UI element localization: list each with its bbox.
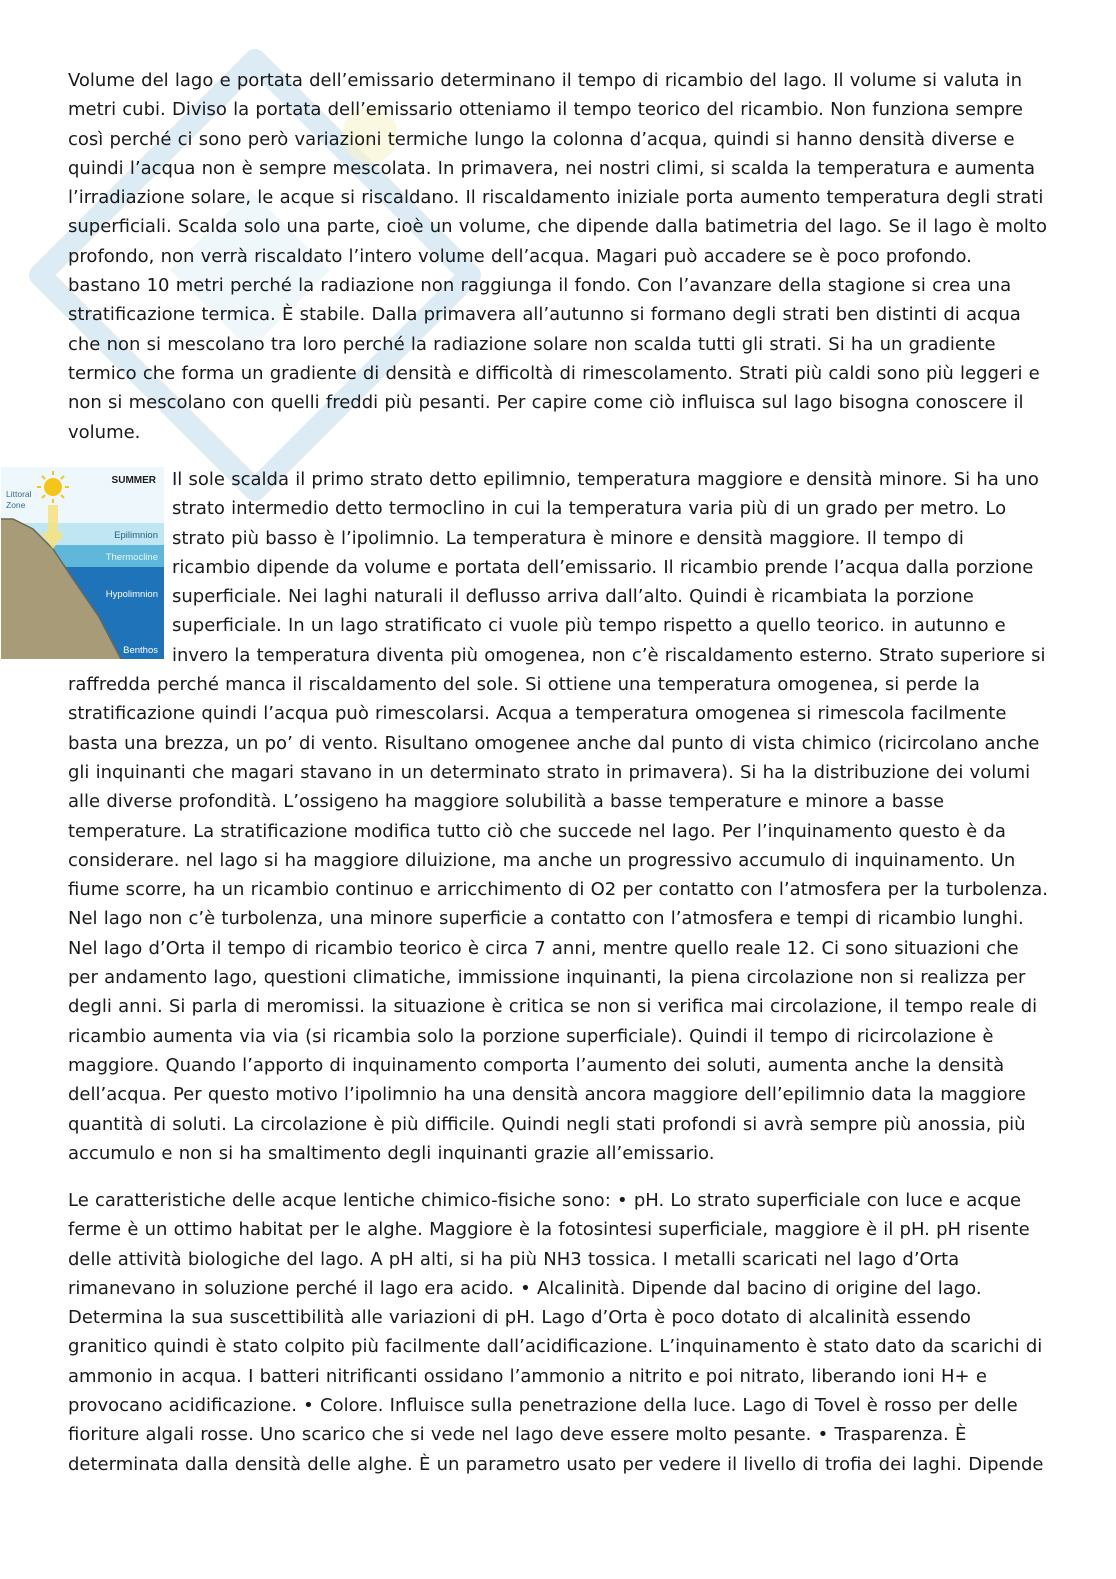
- lake-stratification-figure: [1, 467, 164, 659]
- paragraph-lake-volume: Volume del lago e portata dell’emissario determinano il tempo di ricambio del lago. Il volume si valuta in metri cubi. Diviso la portata dell’emissario otteniamo il tempo teorico del ricambio. Non funziona sempre così perché ci sono però variazioni termiche lungo la colonna d’acqua, quindi si hanno densità diverse e quindi l’acqua non è sempre mescolata. In primavera, nei nostri climi, si scalda la temperatura e aumenta l’irradiazione solare, le acque si riscaldano. Il riscaldamento iniziale porta aumento temperatura degli strati superficiali. Scalda solo una parte, cioè un volume, che dipende dalla batimetria del lago. Se il lago è molto profondo, non verrà riscaldato l’intero volume dell’acqua. Magari può accadere se è poco profondo. bastano 10 metri perché la radiazione non raggiunga il fondo. Con l’avanzare della stagione si crea una stratificazione termica. È stabile. Dalla primavera all’autunno si formano degli strati ben distinti di acqua che non si mescolano tra loro perché la radiazione solare non scalda tutti gli strati. Si ha un gradiente termico che forma un gradiente di densità e difficoltà di rimescolamento. Strati più caldi sono più leggeri e non si mescolano con quelli freddi più pesanti. Per capire come ciò influisca sul lago bisogna conoscere il volume.: [68, 70, 1047, 443]
- epilimnion-label: Epilimnion: [114, 530, 158, 541]
- season-label: SUMMER: [111, 475, 156, 486]
- paragraph-stratification-text: Il sole scalda il primo strato detto epilimnio, temperatura maggiore e densità minore. Si ha uno strato intermedio detto termoclino in cui la temperatura varia più di un grado per metro. Lo strato più basso è l’ipolimnio. La temperatura è minore e densità maggiore. Il tempo di ricambio dipende da volume e portata dell’emissario. Il ricambio prende l’acqua dalla porzione superficiale. Nei laghi naturali il deflusso arriva dall’alto. Quindi è ricambiata la porzione superficiale. In un lago stratificato ci vuole più tempo rispetto a quello teorico. in autunno e invero la temperatura diventa più omogenea, non c’è riscaldamento esterno. Strato superiore si raffredda perché manca il riscaldamento del sole. Si ottiene una temperatura omogenea, si perde la stratificazione quindi l’acqua può rimescolarsi. Acqua a temperatura omogenea si rimescola facilmente basta una brezza, un po’ di vento. Risultano omogenee anche dal punto di vista chimico (ricircolano anche gli inquinanti che magari stavano in un determinato strato in primavera). Si ha la distribuzione dei volumi alle diverse profondità. L’ossigeno ha maggiore solubilità a basse temperature e minore a basse temperature. La stratificazione modifica tutto ciò che succede nel lago. Per l’inquinamento questo è da considerare. nel lago si ha maggiore diluizione, ma anche un progressivo accumulo di inquinamento. Un fiume scorre, ha un ricambio continuo e arricchimento di O2 per contatto con l’atmosfera per la turbolenza. Nel lago non c’è turbolenza, una minore superficie a contatto con l’atmosfera e tempi di ricambio lunghi. Nel lago d’Orta il tempo di ricambio teorico è circa 7 anni, mentre quello reale 12. Ci sono situazioni che per andamento lago, questioni climatiche, immissione inquinanti, la piena circolazione non si realizza per degli anni. Si parla di meromissi. la situazione è critica se non si verifica mai circolazione, il tempo reale di ricambio aumenta via via (si ricambia solo la porzione superficiale). Quindi il tempo di ricircolazione è maggiore. Quando l’apporto di inquinamento comporta l’aumento dei soluti, aumenta anche la densità dell’acqua. Per questo motivo l’ipolimnio ha una densità ancora maggiore dell’epilimnio data la maggiore quantità di soluti. La circolazione è più difficile. Quindi negli stati profondi si avrà sempre più anossia, più accumulo e non si ha smaltimento degli inquinanti grazie all’emissario.: [68, 469, 1049, 1164]
- paragraph-chemical-physical: Le caratteristiche delle acque lentiche chimico-fisiche sono: • pH. Lo strato superficiale con luce e acque ferme è un ottimo habitat per le alghe. Maggiore è la fotosintesi superficiale, maggiore è il pH. pH risente delle attività biologiche del lago. A pH alti, si ha più NH3 tossica. I metalli scaricati nel lago d’Orta rimanevano in soluzione perché il lago era acido. • Alcalinità. Dipende dal bacino di origine del lago. Determina la sua suscettibilità alle variazioni di pH. Lago d’Orta è poco dotato di alcalinità essendo granitico quindi è stato colpito più facilmente dall’acidificazione. L’inquinamento è stato dato da scarichi di ammonio in acqua. I batteri nitrificanti ossidano l’ammonio a nitrito e poi nitrato, liberando ioni H+ e provocano acidificazione. • Colore. Influisce sulla penetrazione della luce. Lago di Tovel è rosso per delle fioriture algali rosse. Uno scarico che si vede nel lago deve essere molto pesante. • Trasparenza. È determinata dalla densità delle alghe. È un parametro usato per vedere il livello di trofia dei laghi. Dipende: [68, 1190, 1044, 1475]
- thermocline-label: Thermocline: [105, 552, 158, 563]
- benthos-label: Benthos: [123, 645, 158, 656]
- paragraph-stratification: [6, 465, 1049, 1168]
- hypolimnion-label: Hypolimnion: [105, 589, 158, 600]
- zone-label: Zone: [6, 500, 26, 510]
- littoral-label: Littoral: [6, 489, 32, 499]
